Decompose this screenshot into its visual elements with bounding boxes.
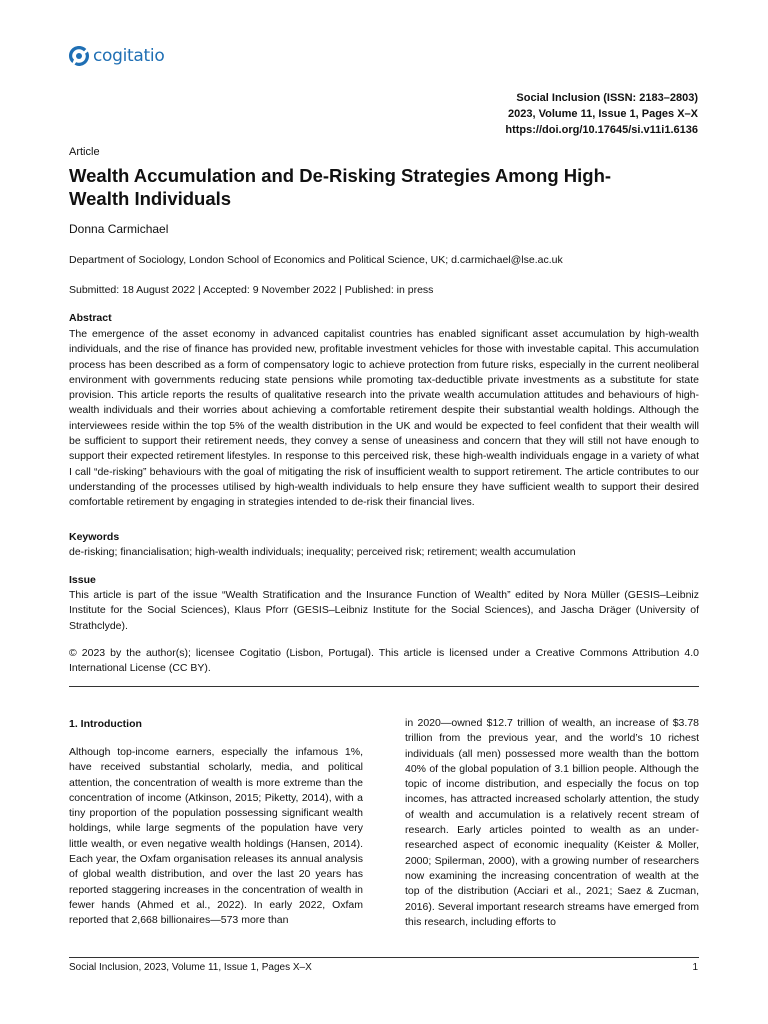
body-column-left: Although top-income earners, especially the infamous 1%, have received substantial scholarly, media, and political attention, the concentration of wealth is more extreme than the concentration of income (Atkinson, 2015; Piketty, 2014), with a tiny proportion of the population possessing significant wealth holdings, while large segments of the population have very little wealth, or even negative wealth holdings (Hansen, 2014). Each year, the Oxfam organisation releases its annual analysis of global wealth distribution, and over the last 20 years has reported staggering increases in the concentration of wealth in fewer hands (Ahmed et al., 2022). In early 2022, Oxfam reported that 2,668 billionaires—573 more than bbox=[69, 746, 363, 927]
section-heading-introduction: 1. Introduction bbox=[69, 718, 142, 730]
abstract-heading: Abstract bbox=[69, 312, 112, 324]
footer-citation: Social Inclusion, 2023, Volume 11, Issue 1, Pages X–X bbox=[69, 962, 312, 973]
affiliation: Department of Sociology, London School of Economics and Political Science, UK; d.carmichael@lse.ac.uk bbox=[69, 254, 563, 266]
header-divider bbox=[69, 686, 699, 687]
abstract-text: The emergence of the asset economy in advanced capitalist countries has enabled significant asset accumulation by high-wealth individuals, and the rise of finance has provided new, profitable investment vehicles for those with investable capital. This accumulation process has been described as a form of compensatory logic to achieve protection from future risks, especially in the current neoliberal environment with governments reducing state pensions while promoting tax-deductible private investments as a substitute for state provision. This article reports the results of qualitative research into the private wealth accumulation attitudes and behaviours of high-wealth individuals and their worries about achieving a comfortable retirement despite their substantial wealth holdings. Although the interviewees reside within the top 5% of the wealth distribution in the UK and would be expected to feel confident that their wealth will be sufficient to support their retirement needs, they convey a sense of uneasiness and concern that they will still not have enough to support their expected retirement lifestyles. In response to this perceived risk, these high-wealth individuals engage in a variety of what I call “de-risking” behaviours with the goal of mitigating the risk of insufficient wealth to support retirement. The article contributes to our understanding of the processes utilised by high-wealth individuals to help ensure they have sufficient wealth to support their desired comfortable retirement by engaging in strategies intended to de-risk their financial lives. bbox=[69, 328, 699, 509]
submission-dates: Submitted: 18 August 2022 | Accepted: 9 November 2022 | Published: in press bbox=[69, 284, 434, 296]
journal-doi-link[interactable]: https://doi.org/10.17645/si.v11i1.6136 bbox=[505, 124, 698, 136]
journal-volume: 2023, Volume 11, Issue 1, Pages X–X bbox=[508, 108, 698, 120]
article-type: Article bbox=[69, 146, 100, 158]
publisher-logo bbox=[68, 45, 164, 67]
license-text: © 2023 by the author(s); licensee Cogitatio (Lisbon, Portugal). This article is licensed under a Creative Commons Attribution 4.0 International License (CC BY). bbox=[69, 647, 699, 675]
keywords-heading: Keywords bbox=[69, 531, 120, 543]
footer-divider bbox=[69, 957, 699, 958]
issue-heading: Issue bbox=[69, 574, 96, 586]
journal-info bbox=[505, 90, 698, 138]
logo-text: cogitatio bbox=[93, 46, 165, 66]
cogitatio-logo-icon bbox=[68, 45, 90, 67]
keywords-text: de-risking; financialisation; high-wealth individuals; inequality; perceived risk; retirement; wealth accumulation bbox=[69, 546, 576, 558]
page-number: 1 bbox=[692, 962, 698, 973]
article-title: Wealth Accumulation and De-Risking Strategies Among High-Wealth Individuals bbox=[69, 165, 612, 209]
author-name: Donna Carmichael bbox=[69, 222, 169, 236]
body-column-right: in 2020—owned $12.7 trillion of wealth, an increase of $3.78 trillion from the previous year, and the world’s 10 richest individuals (all men) possessed more wealth than the bottom 40% of the global population of 3.1 billion people. Although the topic of income distribution, and especially the focus on top incomes, has attracted increased scholarly attention, the study of wealth and accumulation is a relatively recent stream of research. Early articles pointed to wealth as an under-researched aspect of economic inequality (Keister & Moller, 2000; Spilerman, 2000), with a growing number of researchers now examining the increasing concentration of wealth at the top of the distribution (Acciari et al., 2021; Saez & Zucman, 2016). Several important research streams have emerged from this research, including efforts to bbox=[405, 717, 699, 928]
issue-text: This article is part of the issue “Wealth Stratification and the Insurance Function of Wealth” edited by Nora Müller (GESIS–Leibniz Institute for the Social Sciences), Klaus Pforr (GESIS–Leibniz Institute for the Social Sciences), and Jascha Dräger (University of Strathclyde). bbox=[69, 589, 699, 632]
journal-issn: Social Inclusion (ISSN: 2183–2803) bbox=[516, 92, 698, 104]
